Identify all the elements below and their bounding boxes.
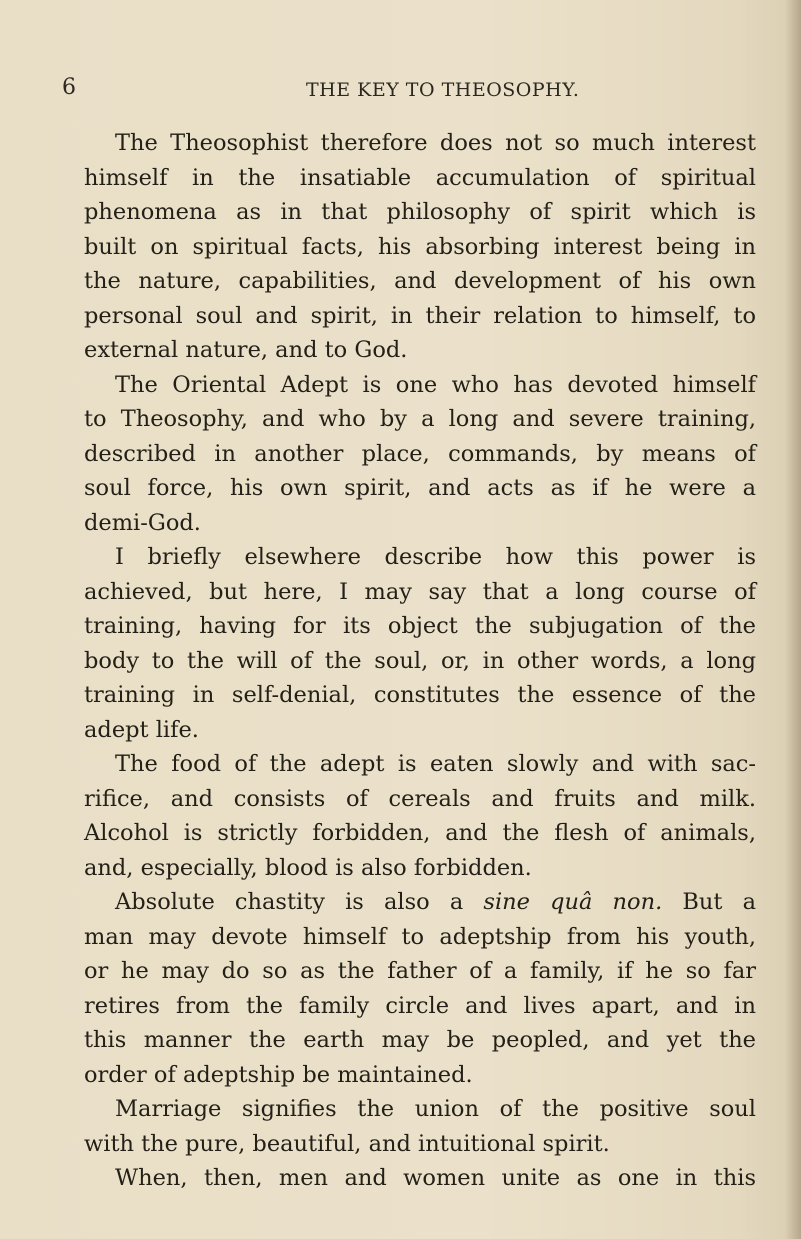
running-head: THE KEY TO THEOSOPHY. [306,79,580,101]
text-line: The food of the adept is eaten slowly and with sac- [115,751,756,777]
text-line: described in another place, commands, by means of [84,440,756,467]
text-line: When, then, men and women unite as one in this [115,1165,756,1191]
text-line: or he may do so as the father of a family, if he so far [84,958,756,984]
text-line: Alcohol is strictly forbidden, and the flesh of animals, [84,820,756,846]
text-line: training in self-denial, constitutes the essence of the [84,682,756,708]
text-line: to Theosophy, and who by a long and severe training, [84,406,756,432]
text-line: the nature, capabilities, and development of his own [84,268,756,294]
text-line: himself in the insatiable accumulation of spiritual [84,164,756,191]
page-number: 6 [62,75,76,100]
text-line: demi-God. [84,509,201,536]
text-line: man may devote himself to adeptship from his youth, [84,923,756,950]
text-line: training, having for its object the subjugation of the [84,613,756,639]
text-line: The Theosophist therefore does not so much interest [115,130,756,156]
text-line: adept life. [84,716,199,743]
text-line: Marriage signifies the union of the positive soul [115,1096,756,1122]
text-line: with the pure, beautiful, and intuitional spirit. [84,1130,610,1157]
text-line: rifice, and consists of cereals and fruits and milk. [84,785,756,812]
text-line: order of adeptship be maintained. [84,1061,473,1088]
text-line: built on spiritual facts, his absorbing interest being in [84,233,756,260]
page-edge-shadow [785,0,801,1239]
page-header [0,73,801,103]
text-line: achieved, but here, I may say that a long course of [84,578,756,605]
text-line: I briefly elsewhere describe how this power is [115,544,756,570]
text-fragment: Absolute chastity is also a [115,889,464,915]
text-line: this manner the earth may be peopled, and yet the [84,1027,756,1053]
body-text [84,126,756,1196]
text-line: personal soul and spirit, in their relation to himself, to [84,302,756,329]
text-line: body to the will of the soul, or, in other words, a long [84,647,756,674]
latin-phrase: sine quâ non. [483,889,663,915]
text-line: soul force, his own spirit, and acts as if he were a [84,475,756,501]
text-line: retires from the family circle and lives apart, and in [84,992,756,1019]
text-line: phenomena as in that philosophy of spirit which is [84,199,756,225]
text-line: and, especially, blood is also forbidden. [84,854,532,881]
text-fragment: But a [682,889,756,915]
text-line-mixed [84,885,756,920]
text-line: The Oriental Adept is one who has devoted himself [115,371,756,398]
text-line: external nature, and to God. [84,337,408,363]
